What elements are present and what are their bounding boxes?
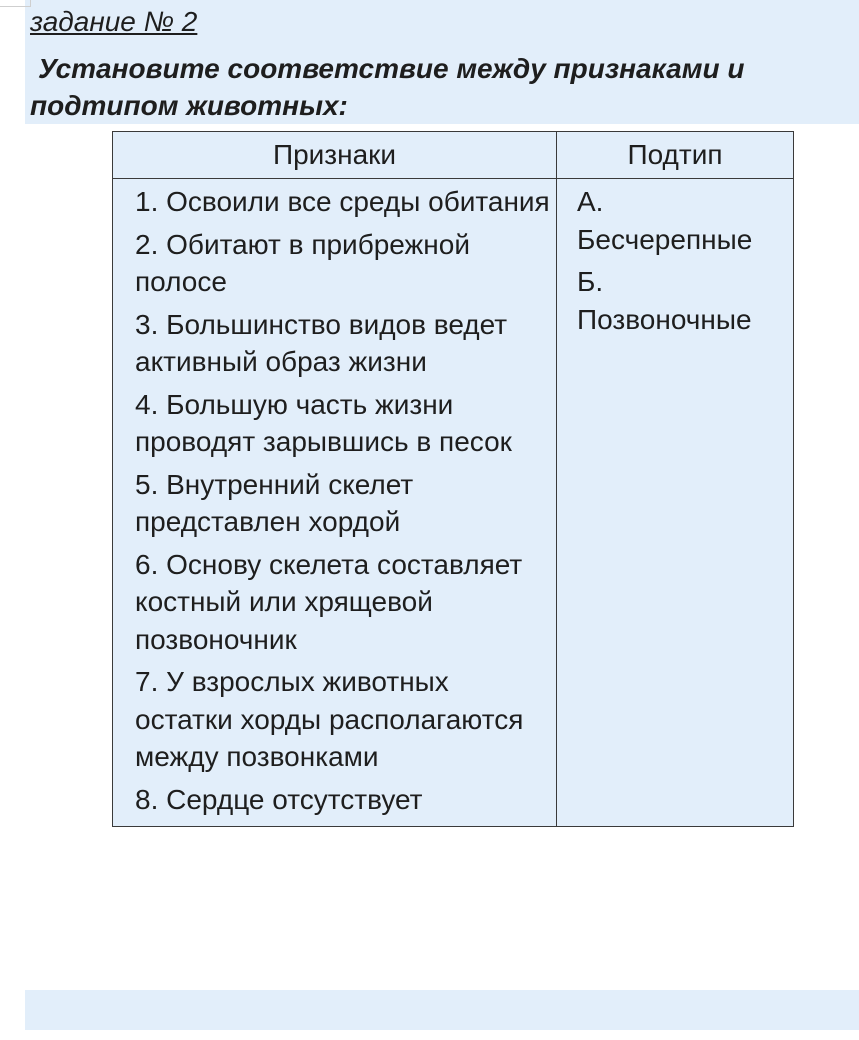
subtypes-cell: [557, 179, 794, 827]
task-instruction-line-2: подтипом животных:: [30, 90, 348, 121]
feature-item-6: 6. Основу скелета составляет костный или хрящевой позвоночник: [135, 548, 523, 655]
features-cell: [113, 179, 557, 827]
feature-item-3: 3. Большинство видов ведет активный образ жизни: [135, 308, 508, 377]
feature-item-4: 4. Большую часть жизни проводят зарывшись в песок: [135, 388, 512, 457]
task-title: задание № 2: [30, 6, 198, 37]
feature-item-1: 1. Освоили все среды обитания: [135, 186, 550, 217]
feature-item-2: 2. Обитают в прибрежной полосе: [135, 228, 470, 297]
task-instruction: [30, 50, 840, 124]
table-row: [113, 179, 794, 827]
feature-item-5: 5. Внутренний скелет представлен хордой: [135, 468, 414, 537]
subtype-a-name: Бесчерепные: [577, 223, 753, 255]
feature-item-8: 8. Сердце отсутствует: [135, 783, 423, 815]
table-header-row: [113, 132, 794, 179]
header-subtype: Подтип: [557, 132, 794, 179]
corner-mark: [0, 0, 31, 7]
header-features: Признаки: [113, 132, 557, 179]
footer-band: [25, 990, 859, 1030]
task-instruction-line-1: Установите соответствие между признаками и: [38, 53, 745, 84]
matching-table: [112, 131, 794, 827]
subtype-b-name: Позвоночные: [577, 303, 752, 335]
subtype-b-letter: Б.: [577, 266, 604, 297]
subtype-b: [577, 263, 793, 338]
feature-item-7: 7. У взрослых животных остатки хорды располагаются между позвонками: [135, 666, 524, 772]
subtype-a-letter: А.: [577, 186, 604, 217]
subtype-a: [577, 183, 793, 258]
